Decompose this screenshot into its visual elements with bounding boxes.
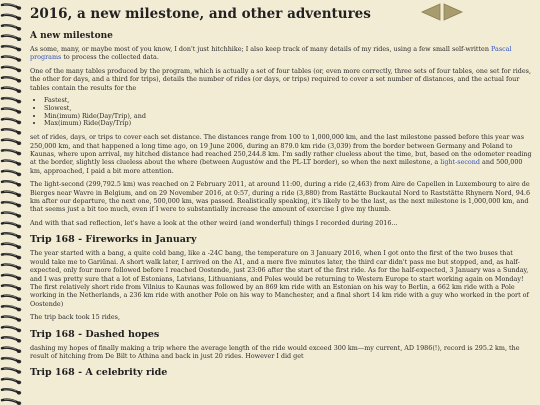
binding-ring: [2, 139, 21, 145]
binding-ring: [2, 347, 21, 353]
intro-text-end: to process the collected data.: [61, 53, 159, 62]
binding-ring: [2, 77, 21, 83]
binding-ring: [2, 202, 21, 208]
binding-ring: [2, 160, 21, 166]
section-heading-celebrity-ride: Trip 168 - A celebrity ride: [30, 367, 168, 379]
list-item: • Fastest,: [44, 97, 532, 105]
section-heading-fireworks: Trip 168 - Fireworks in January: [30, 234, 197, 246]
section-heading-dashed-hopes: Trip 168 - Dashed hopes: [30, 328, 160, 340]
page-title: 2016, a new milestone, and other adventures: [30, 6, 371, 22]
binding-ring: [2, 379, 21, 385]
list-item: • Min(imum) Ride(Day/Trip), and: [44, 113, 532, 121]
binding-ring: [2, 4, 21, 10]
binding-ring: [2, 399, 21, 405]
binding-ring: [2, 316, 21, 322]
light-second-link[interactable]: light-second: [440, 158, 480, 167]
page-navigation: [420, 3, 464, 21]
left-arrow-icon[interactable]: [420, 3, 442, 21]
binding-ring: [2, 15, 21, 21]
paragraph-tables: One of the many tables produced by the program, which is actually a set of four tables (or, even more correctly, three sets of four tables, one set for rides, the other for days, and a third for trips), details the number of rides (or days, or trips) required to cover a set number of distances, and the actual four tables contain the results for the: [30, 66, 531, 92]
paragraph-trip-back: The trip back took 15 rides,: [30, 313, 120, 322]
binding-ring: [2, 67, 21, 73]
binding-ring: [2, 129, 21, 135]
result-list: [44, 97, 532, 128]
paragraph-dashed-hopes: dashing my hopes of finally making a trip where the average length of the ride would exceed 300 km—my current, AD 1986(!), record is 295.2 km, the result of hitching from De Bilt to Athina and back in just 20 rides. However I did get: [30, 343, 520, 360]
pascal-programs-link[interactable]: Pascal programs: [30, 45, 512, 62]
binding-ring: [2, 46, 21, 52]
intro-text: As some, many, or maybe most of you know, I don't just hitchhike; I also keep track of many details of my rides, using a few small self-written: [30, 45, 491, 53]
binding-ring: [2, 295, 21, 301]
milestones-text-end: and 500,000 km, approached, I paid a bit more attention.: [30, 158, 523, 175]
binding-ring: [2, 150, 21, 156]
binding-ring: [2, 25, 21, 31]
milestones-text: set of rides, days, or trips to cover each set distance. The distances range from 100 to 1,000,000 km, and the last milestone passed before this year was 250,000 km, and that happened a long time ago, on 19 June 2006, during an 879.0 km ride (3,039) from the border between Germany and Poland to Kaunas, where upon arrival, my hitched distance had reached 250,244.8 km. I'm sadly rather clueless about the time, but, based on the odometer reading at the border, slightly less clueless about the where (between Augustów and the PL-LT border), so when the next milestone, a: [30, 133, 532, 167]
paragraph-reflection: And with that sad reflection, let's have a look at the other weird (and wonderful) things I recorded during 2016...: [30, 218, 398, 227]
binding-ring: [2, 243, 21, 249]
binding-ring: [2, 98, 21, 104]
section-heading-new-milestone: A new milestone: [30, 31, 113, 41]
binding-ring: [2, 56, 21, 62]
binding-ring: [2, 358, 21, 364]
binding-ring: [2, 171, 21, 177]
binding-ring: [2, 212, 21, 218]
binding-ring: [2, 368, 21, 374]
binding-ring: [2, 35, 21, 41]
paragraph-fireworks: The year started with a bang, a quite cold bang, like a -24C bang, the temperature on 3 January 2016, when I got onto the first of the two buses that would take me to Gariūnai. A short walk later, I arrived on the A1, and a mere five minutes later, the third car didn't pass me but stopped, and, as half-expected, only four more followed before I reached Oostende, just 23:06 after the start of the first ride. As for the half-expected, 3 January was a Sunday, and I was pretty sure that a lot of Estonians, Latvians, Lithuanians, and Poles would be returning to Western Europe to start working again on Monday! The first relatively short ride from Vilnius to Kaunas was followed by an 869 km ride with an Estonian on his way to Berlin, a 662 km ride with a Pole working in the Netherlands, a 236 km ride with another Pole on his way to Manchester, and a final short 14 km ride with a guy who worked in the port of Oostende): [30, 249, 529, 308]
binding-ring: [2, 181, 21, 187]
list-item: • Slowest,: [44, 105, 532, 113]
binding-ring: [2, 191, 21, 197]
paragraph-intro: [30, 45, 532, 62]
binding-ring: [2, 108, 21, 114]
page-content: [30, 0, 532, 405]
binding-ring: [2, 119, 21, 125]
binding-ring: [2, 87, 21, 93]
binding-ring: [2, 223, 21, 229]
binding-ring: [2, 306, 21, 312]
binding-ring: [2, 264, 21, 270]
binding-ring: [2, 389, 21, 395]
paragraph-milestones: [30, 133, 532, 175]
binding-ring: [2, 275, 21, 281]
spiral-binding: [0, 0, 26, 405]
header-bar: [30, 0, 532, 24]
binding-ring: [2, 254, 21, 260]
right-arrow-icon[interactable]: [442, 3, 464, 21]
list-item: • Max(imum) Ride(Day/Trip): [44, 120, 532, 128]
paragraph-light-second: The light-second (299,792.5 km) was reached on 2 February 2011, at around 11:00, during a ride (2,463) from Aire de Capellen in Luxembourg to aire de Bierges near Wavre in Belgium, and on 29 November 2016, at 0:57, during a ride (3,880) from Rastätte Buckautal Nord to Raststätte Rhynern Nord, 94.6 km after our departure, the next one, 500,000 km, was passed. Realistically speaking, it's likely to be the last, as the next milestone is 1,000,000 km, and that seems just a bit too much, even if I were to substantially increase the amount of exercise I give my thumb.: [30, 180, 531, 214]
binding-ring: [2, 233, 21, 239]
binding-ring: [2, 337, 21, 343]
binding-ring: [2, 327, 21, 333]
binding-ring: [2, 285, 21, 291]
